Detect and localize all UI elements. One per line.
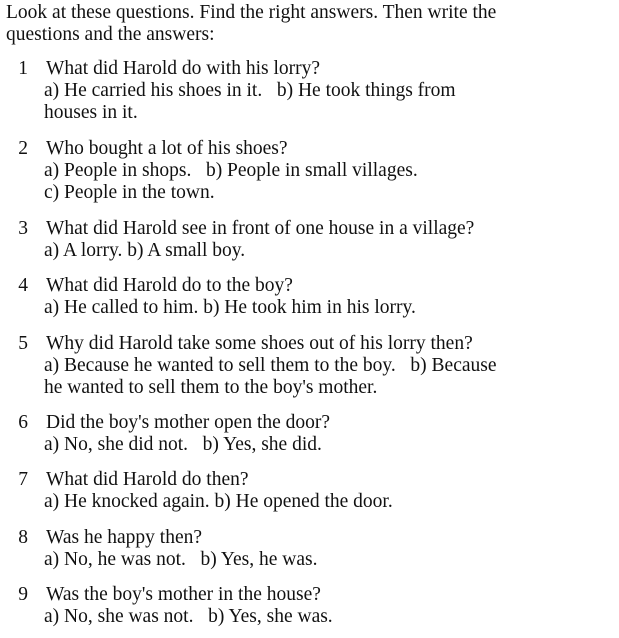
question-text: Was he happy then?: [46, 527, 202, 548]
answer-line: he wanted to sell them to the boy's mother.: [44, 377, 378, 398]
question-text: Why did Harold take some shoes out of his lorry then?: [46, 333, 473, 354]
question-text: What did Harold do then?: [46, 469, 249, 490]
instructions-line-2: questions and the answers:: [6, 24, 215, 45]
answer-options: [44, 80, 572, 124]
question-text: What did Harold do to the boy?: [46, 275, 293, 296]
instructions-line-1: Look at these questions. Find the right answers. Then write the: [6, 2, 497, 23]
answer-options: [44, 549, 572, 571]
question-number: 6: [18, 412, 28, 433]
question-text: Who bought a lot of his shoes?: [46, 138, 288, 159]
answer-line: a) No, she was not. b) Yes, she was.: [44, 606, 333, 627]
question-number: 4: [18, 275, 28, 296]
question-number: 5: [18, 333, 28, 354]
question-number: 1: [18, 58, 28, 79]
question-number: 3: [18, 218, 28, 239]
question-3: [12, 218, 572, 262]
question-9: [12, 584, 572, 628]
answer-line: houses in it.: [44, 102, 138, 123]
answer-line: a) Because he wanted to sell them to the boy. b) Because: [44, 355, 497, 376]
question-text: Did the boy's mother open the door?: [46, 412, 331, 433]
question-number: 2: [18, 138, 28, 159]
answer-line: a) He called to him. b) He took him in his lorry.: [44, 297, 416, 318]
answer-line: c) People in the town.: [44, 182, 215, 203]
instructions: [6, 2, 566, 46]
answer-line: a) No, he was not. b) Yes, he was.: [44, 549, 318, 570]
answer-line: a) No, she did not. b) Yes, she did.: [44, 434, 322, 455]
answer-options: [44, 160, 572, 204]
question-number: 9: [18, 584, 28, 605]
question-text: What did Harold see in front of one house in a village?: [46, 218, 475, 239]
answer-line: a) He carried his shoes in it. b) He took things from: [44, 80, 456, 101]
question-number: 8: [18, 527, 28, 548]
question-5: [12, 333, 572, 399]
answer-options: [44, 297, 572, 319]
question-1: [12, 58, 572, 124]
question-7: [12, 469, 572, 513]
question-4: [12, 275, 572, 319]
answer-options: [44, 434, 572, 456]
question-8: [12, 527, 572, 571]
answer-options: [44, 355, 572, 399]
answer-options: [44, 491, 572, 513]
answer-options: [44, 606, 572, 628]
question-text: Was the boy's mother in the house?: [46, 584, 321, 605]
question-number: 7: [18, 469, 28, 490]
question-6: [12, 412, 572, 456]
answer-line: a) People in shops. b) People in small villages.: [44, 160, 418, 181]
question-2: [12, 138, 572, 204]
question-text: What did Harold do with his lorry?: [46, 58, 321, 79]
answer-line: a) He knocked again. b) He opened the door.: [44, 491, 393, 512]
answer-line: a) A lorry. b) A small boy.: [44, 240, 246, 261]
answer-options: [44, 240, 572, 262]
